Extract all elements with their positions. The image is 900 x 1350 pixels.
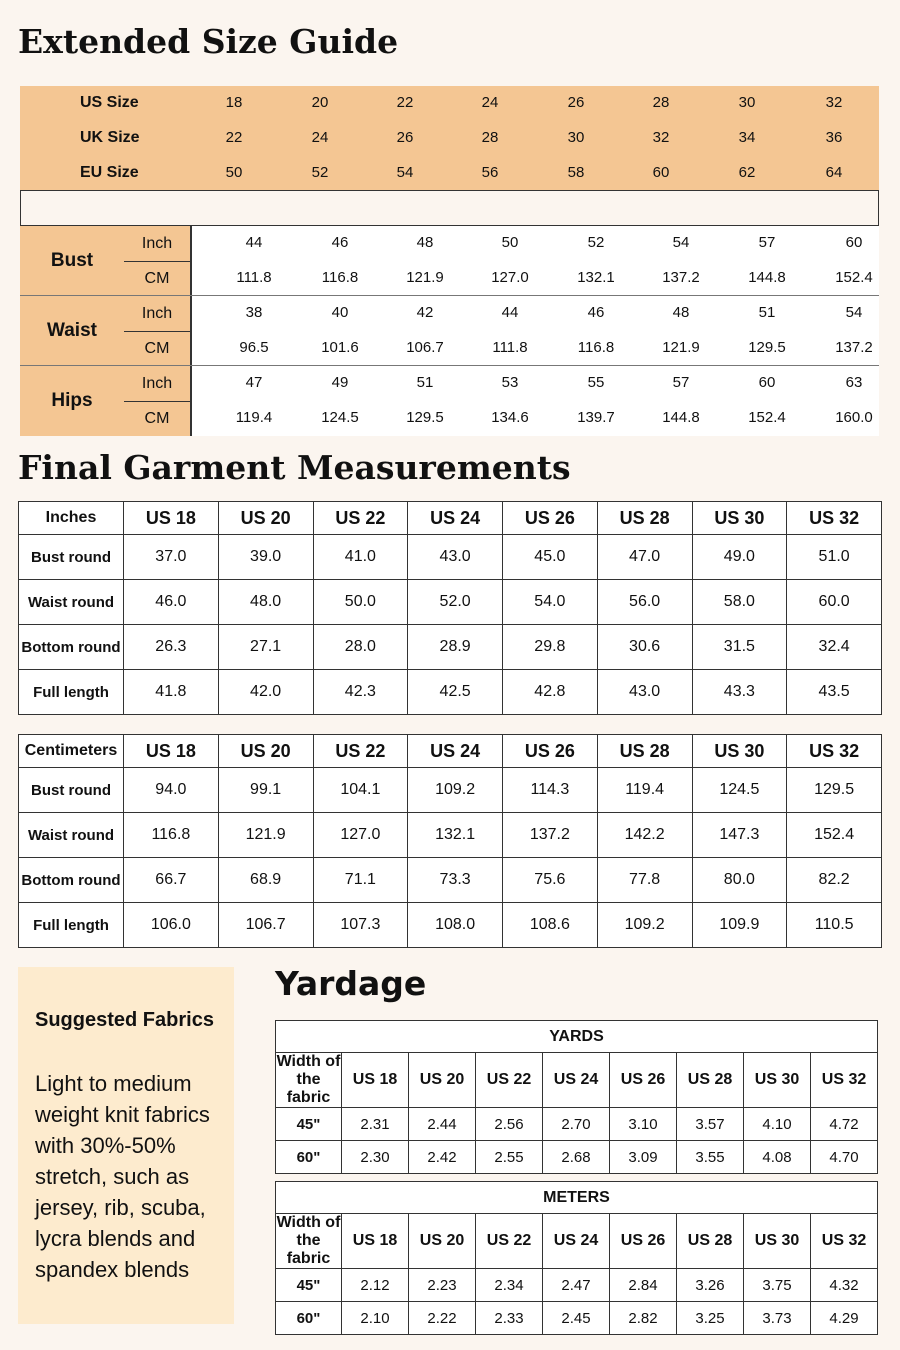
inch-value: 44: [245, 234, 263, 251]
table-cell: 77.8: [597, 858, 692, 903]
table-cell: 41.0: [313, 535, 408, 580]
size-value: 32: [825, 94, 843, 111]
table-cell: 2.34: [476, 1269, 543, 1302]
cm-value: 132.1: [577, 269, 615, 286]
cm-value: 124.5: [321, 409, 359, 426]
size-conversion-table: [20, 86, 879, 190]
unit-label-cm: CM: [124, 331, 190, 366]
table-cell: 4.08: [744, 1141, 811, 1174]
table-row: [19, 670, 882, 715]
measurement-values: [192, 226, 879, 296]
table-cell: 49.0: [692, 535, 787, 580]
measurement-values: [192, 366, 879, 436]
table-cell: 124.5: [692, 768, 787, 813]
cm-value: 127.0: [491, 269, 529, 286]
table-cell: 2.23: [409, 1269, 476, 1302]
inch-value: 44: [501, 304, 519, 321]
table-cell: 106.0: [124, 903, 219, 948]
row-label: Full length: [19, 903, 124, 948]
table-cell: 68.9: [218, 858, 313, 903]
table-cell: 2.30: [342, 1141, 409, 1174]
fabric-width-header-line: Width of: [276, 1214, 341, 1231]
table-cell: 3.26: [677, 1269, 744, 1302]
table-cell: 54.0: [503, 580, 598, 625]
cm-value: 119.4: [235, 409, 273, 426]
table-cell: 3.25: [677, 1302, 744, 1335]
inch-value: 51: [758, 304, 776, 321]
cm-value: 101.6: [321, 339, 359, 356]
bust-measurement-block: [20, 226, 879, 296]
size-value: 26: [567, 94, 585, 111]
inch-value: 42: [416, 304, 434, 321]
table-cell: 4.29: [811, 1302, 878, 1335]
table-cell: 30.6: [597, 625, 692, 670]
inch-value: 40: [331, 304, 349, 321]
table-cell: 2.84: [610, 1269, 677, 1302]
table-cell: 52.0: [408, 580, 503, 625]
table-cell: 3.55: [677, 1141, 744, 1174]
table-cell: 42.0: [218, 670, 313, 715]
column-header: US 30: [692, 735, 787, 768]
yardage-title: Yardage: [275, 964, 427, 1003]
table-cell: 106.7: [218, 903, 313, 948]
row-label: 45": [276, 1269, 342, 1302]
table-cell: 51.0: [787, 535, 882, 580]
table-cell: 45.0: [503, 535, 598, 580]
table-cell: 42.8: [503, 670, 598, 715]
table-cell: 2.44: [409, 1108, 476, 1141]
cm-value: 144.8: [748, 269, 786, 286]
garment-title: Final Garment Measurements: [18, 448, 571, 487]
row-label: Bust round: [19, 535, 124, 580]
column-header: US 30: [744, 1214, 811, 1269]
table-cell: 43.5: [787, 670, 882, 715]
size-value: 54: [396, 164, 414, 181]
column-header: US 30: [744, 1053, 811, 1108]
size-value: 30: [738, 94, 756, 111]
table-cell: 66.7: [124, 858, 219, 903]
fabrics-title: Suggested Fabrics: [35, 1009, 214, 1031]
table-cell: 31.5: [692, 625, 787, 670]
table-cell: 114.3: [503, 768, 598, 813]
size-value: 22: [396, 94, 414, 111]
size-row-eu: [20, 156, 879, 191]
table-cell: 26.3: [124, 625, 219, 670]
table-header-row: [276, 1053, 878, 1108]
unit-label-cm: CM: [124, 401, 190, 436]
table-cell: 37.0: [124, 535, 219, 580]
garment-inches-table: [18, 501, 882, 715]
table-cell: 2.31: [342, 1108, 409, 1141]
table-cell: 28.9: [408, 625, 503, 670]
measurement-name: Waist: [20, 296, 124, 366]
size-row-label: EU Size: [80, 164, 139, 181]
table-cell: 94.0: [124, 768, 219, 813]
inch-value: 47: [245, 374, 263, 391]
table-cell: 32.4: [787, 625, 882, 670]
size-value: 64: [825, 164, 843, 181]
size-value: 22: [225, 129, 243, 146]
table-cell: 27.1: [218, 625, 313, 670]
inch-value: 38: [245, 304, 263, 321]
column-header: US 24: [408, 502, 503, 535]
size-value: 30: [567, 129, 585, 146]
fabric-width-header-line: Width of: [276, 1053, 341, 1070]
column-header: US 26: [503, 735, 598, 768]
table-row: [276, 1269, 878, 1302]
cm-value: 111.8: [492, 339, 528, 356]
table-cell: 41.8: [124, 670, 219, 715]
inch-value: 63: [845, 374, 863, 391]
size-value: 26: [396, 129, 414, 146]
column-header: US 32: [811, 1214, 878, 1269]
table-cell: 3.75: [744, 1269, 811, 1302]
size-value: 50: [225, 164, 243, 181]
column-header: US 26: [610, 1053, 677, 1108]
measurement-name: Bust: [20, 226, 124, 296]
unit-header-row: [276, 1182, 878, 1214]
column-header: US 18: [124, 735, 219, 768]
cm-value: 121.9: [406, 269, 444, 286]
table-header-row: [276, 1214, 878, 1269]
fabrics-description: Light to medium weight knit fabrics with 30%-50% stretch, such as jersey, rib, scuba, lycra blends and spandex blends: [35, 1071, 210, 1282]
table-row: [19, 858, 882, 903]
table-cell: 73.3: [408, 858, 503, 903]
column-header: US 32: [811, 1053, 878, 1108]
table-cell: 109.2: [597, 903, 692, 948]
garment-centimeters-table: [18, 734, 882, 948]
table-cell: 2.45: [543, 1302, 610, 1335]
unit-label-inch: Inch: [124, 226, 190, 261]
inch-value: 54: [672, 234, 690, 251]
column-header: US 22: [476, 1214, 543, 1269]
table-cell: 127.0: [313, 813, 408, 858]
unit-header-row: [276, 1021, 878, 1053]
cm-value: 139.7: [577, 409, 615, 426]
cm-value: 96.5: [239, 339, 269, 356]
size-row-label: UK Size: [80, 129, 140, 146]
table-cell: 28.0: [313, 625, 408, 670]
inch-value: 57: [758, 234, 776, 251]
table-cell: 137.2: [503, 813, 598, 858]
table-cell: 147.3: [692, 813, 787, 858]
table-cell: 4.10: [744, 1108, 811, 1141]
table-cell: 3.10: [610, 1108, 677, 1141]
table-cell: 4.72: [811, 1108, 878, 1141]
unit-divider: [124, 261, 190, 262]
fabric-width-header-line: the fabric: [286, 1071, 331, 1106]
table-cell: 43.0: [408, 535, 503, 580]
table-cell: 107.3: [313, 903, 408, 948]
cm-value: 121.9: [662, 339, 700, 356]
column-header: US 28: [597, 735, 692, 768]
table-cell: 3.73: [744, 1302, 811, 1335]
column-header: US 26: [503, 502, 598, 535]
table-cell: 80.0: [692, 858, 787, 903]
inch-value: 57: [672, 374, 690, 391]
unit-label-cm: CM: [124, 261, 190, 296]
fabric-width-header: [276, 1053, 342, 1108]
table-cell: 109.2: [408, 768, 503, 813]
table-cell: 110.5: [787, 903, 882, 948]
suggested-fabrics-panel: [18, 967, 234, 1324]
column-header: US 22: [313, 735, 408, 768]
table-cell: 39.0: [218, 535, 313, 580]
table-row: [19, 580, 882, 625]
inch-value: 46: [331, 234, 349, 251]
row-label: 45": [276, 1108, 342, 1141]
table-cell: 56.0: [597, 580, 692, 625]
table-row: [19, 535, 882, 580]
table-row: [276, 1141, 878, 1174]
table-cell: 71.1: [313, 858, 408, 903]
hips-measurement-block: [20, 366, 879, 436]
table-cell: 46.0: [124, 580, 219, 625]
column-header: US 32: [787, 502, 882, 535]
size-value: 36: [825, 129, 843, 146]
cm-value: 144.8: [662, 409, 700, 426]
fabric-width-header-line: the fabric: [286, 1232, 331, 1267]
table-cell: 2.33: [476, 1302, 543, 1335]
table-cell: 116.8: [124, 813, 219, 858]
column-header: US 22: [476, 1053, 543, 1108]
cm-value: 137.2: [662, 269, 700, 286]
table-cell: 2.10: [342, 1302, 409, 1335]
cm-value: 134.6: [491, 409, 529, 426]
size-value: 24: [481, 94, 499, 111]
row-label: Bottom round: [19, 858, 124, 903]
unit-divider: [124, 331, 190, 332]
table-header-row: [19, 502, 882, 535]
inch-value: 53: [501, 374, 519, 391]
table-cell: 60.0: [787, 580, 882, 625]
inch-value: 50: [501, 234, 519, 251]
table-corner-label: Inches: [19, 502, 124, 535]
row-label: Bust round: [19, 768, 124, 813]
row-label: 60": [276, 1141, 342, 1174]
inch-value: 49: [331, 374, 349, 391]
size-value: 32: [652, 129, 670, 146]
row-label: 60": [276, 1302, 342, 1335]
size-value: 28: [652, 94, 670, 111]
size-guide-title: Extended Size Guide: [18, 22, 399, 61]
table-row: [19, 813, 882, 858]
table-cell: 43.0: [597, 670, 692, 715]
table-cell: 50.0: [313, 580, 408, 625]
inch-value: 60: [758, 374, 776, 391]
inch-value: 55: [587, 374, 605, 391]
column-header: US 20: [218, 735, 313, 768]
cm-value: 129.5: [406, 409, 444, 426]
inch-value: 51: [416, 374, 434, 391]
row-label: Waist round: [19, 813, 124, 858]
size-value: 20: [311, 94, 329, 111]
unit-header: METERS: [276, 1182, 878, 1214]
size-value: 56: [481, 164, 499, 181]
cm-value: 137.2: [835, 339, 873, 356]
size-value: 34: [738, 129, 756, 146]
table-header-row: [19, 735, 882, 768]
table-cell: 3.57: [677, 1108, 744, 1141]
table-row: [276, 1302, 878, 1335]
table-cell: 132.1: [408, 813, 503, 858]
size-value: 28: [481, 129, 499, 146]
table-cell: 75.6: [503, 858, 598, 903]
column-header: US 32: [787, 735, 882, 768]
inch-value: 48: [672, 304, 690, 321]
table-cell: 2.82: [610, 1302, 677, 1335]
column-header: US 20: [409, 1214, 476, 1269]
table-row: [19, 903, 882, 948]
column-header: US 24: [543, 1053, 610, 1108]
table-row: [276, 1108, 878, 1141]
table-cell: 3.09: [610, 1141, 677, 1174]
table-cell: 2.12: [342, 1269, 409, 1302]
cm-value: 116.8: [321, 269, 359, 286]
cm-value: 116.8: [577, 339, 615, 356]
unit-label-inch: Inch: [124, 296, 190, 331]
size-row-label: US Size: [80, 94, 139, 111]
inch-value: 52: [587, 234, 605, 251]
size-value: 62: [738, 164, 756, 181]
column-header: US 18: [342, 1053, 409, 1108]
column-header: US 28: [597, 502, 692, 535]
fabric-width-header: [276, 1214, 342, 1269]
table-divider-row: [20, 190, 879, 226]
size-row-us: [20, 86, 879, 121]
size-value: 60: [652, 164, 670, 181]
cm-value: 129.5: [748, 339, 786, 356]
table-cell: 142.2: [597, 813, 692, 858]
table-cell: 2.55: [476, 1141, 543, 1174]
table-cell: 2.42: [409, 1141, 476, 1174]
cm-value: 160.0: [835, 409, 873, 426]
table-cell: 99.1: [218, 768, 313, 813]
measurement-name: Hips: [20, 366, 124, 436]
table-corner-label: Centimeters: [19, 735, 124, 768]
column-header: US 20: [218, 502, 313, 535]
table-cell: 4.32: [811, 1269, 878, 1302]
row-label: Waist round: [19, 580, 124, 625]
inch-value: 54: [845, 304, 863, 321]
table-cell: 47.0: [597, 535, 692, 580]
table-cell: 4.70: [811, 1141, 878, 1174]
table-cell: 82.2: [787, 858, 882, 903]
yardage-meters-table: [275, 1181, 878, 1335]
table-row: [19, 625, 882, 670]
table-cell: 104.1: [313, 768, 408, 813]
cm-value: 152.4: [835, 269, 873, 286]
column-header: US 30: [692, 502, 787, 535]
column-header: US 28: [677, 1053, 744, 1108]
row-label: Full length: [19, 670, 124, 715]
measurement-values: [192, 296, 879, 366]
table-cell: 58.0: [692, 580, 787, 625]
waist-measurement-block: [20, 296, 879, 366]
size-row-uk: [20, 121, 879, 156]
table-cell: 129.5: [787, 768, 882, 813]
size-value: 52: [311, 164, 329, 181]
column-header: US 26: [610, 1214, 677, 1269]
column-header: US 24: [543, 1214, 610, 1269]
size-value: 24: [311, 129, 329, 146]
table-cell: 42.3: [313, 670, 408, 715]
table-cell: 2.68: [543, 1141, 610, 1174]
table-cell: 48.0: [218, 580, 313, 625]
table-cell: 2.22: [409, 1302, 476, 1335]
unit-divider: [124, 401, 190, 402]
table-cell: 119.4: [597, 768, 692, 813]
row-label: Bottom round: [19, 625, 124, 670]
table-row: [19, 768, 882, 813]
yardage-yards-table: [275, 1020, 878, 1174]
table-cell: 152.4: [787, 813, 882, 858]
inch-value: 60: [845, 234, 863, 251]
table-cell: 108.6: [503, 903, 598, 948]
size-value: 18: [225, 94, 243, 111]
column-header: US 18: [342, 1214, 409, 1269]
column-header: US 24: [408, 735, 503, 768]
inch-value: 46: [587, 304, 605, 321]
cm-value: 106.7: [406, 339, 444, 356]
unit-label-inch: Inch: [124, 366, 190, 401]
table-cell: 29.8: [503, 625, 598, 670]
table-cell: 42.5: [408, 670, 503, 715]
column-header: US 20: [409, 1053, 476, 1108]
column-header: US 28: [677, 1214, 744, 1269]
table-cell: 109.9: [692, 903, 787, 948]
table-cell: 121.9: [218, 813, 313, 858]
table-cell: 43.3: [692, 670, 787, 715]
column-header: US 18: [124, 502, 219, 535]
unit-header: YARDS: [276, 1021, 878, 1053]
inch-value: 48: [416, 234, 434, 251]
cm-value: 152.4: [748, 409, 786, 426]
table-cell: 108.0: [408, 903, 503, 948]
table-cell: 2.70: [543, 1108, 610, 1141]
table-cell: 2.56: [476, 1108, 543, 1141]
size-value: 58: [567, 164, 585, 181]
column-header: US 22: [313, 502, 408, 535]
table-cell: 2.47: [543, 1269, 610, 1302]
cm-value: 111.8: [236, 269, 272, 286]
